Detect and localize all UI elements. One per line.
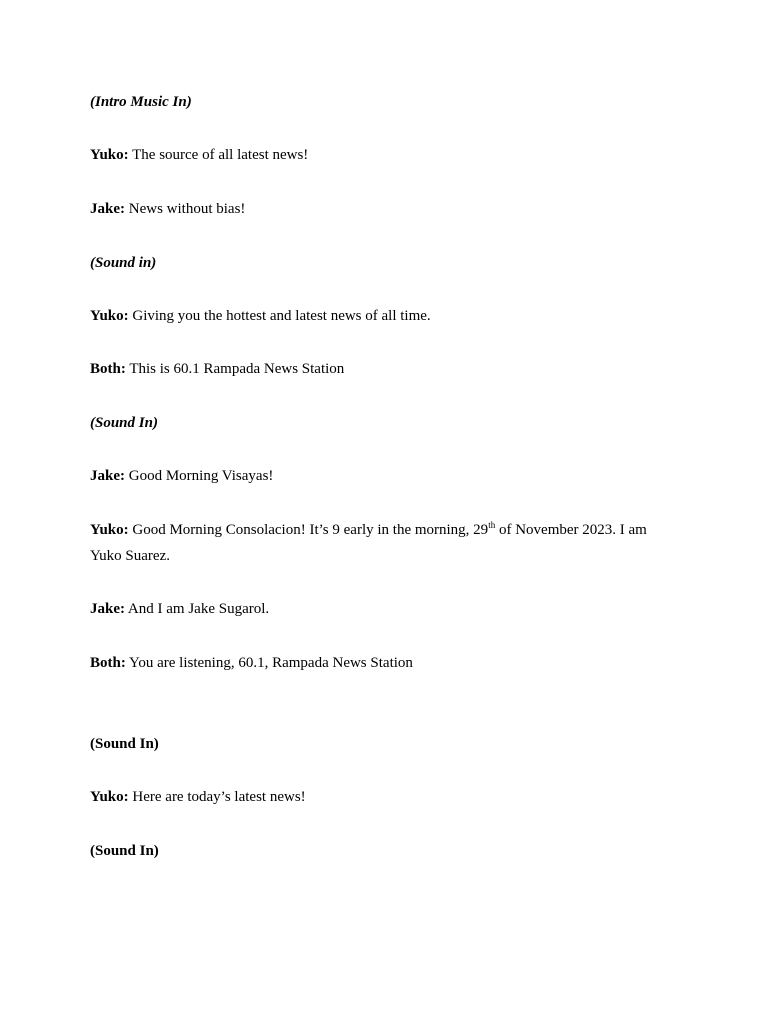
- script-line: [90, 784, 690, 810]
- sound-cue: (Sound In): [90, 736, 159, 752]
- dialogue-text: And I am Jake Sugarol.: [125, 601, 270, 617]
- dialogue-text-continued: of November 2023. I am Yuko Suarez.: [90, 522, 647, 564]
- dialogue-text: Here are today’s latest news!: [128, 789, 306, 805]
- sound-cue: (Sound in): [90, 255, 157, 271]
- script-line: [90, 303, 690, 329]
- intro-music-cue: (Intro Music In): [90, 94, 192, 110]
- dialogue-text: Good Morning Consolacion! It’s 9 early in the morning, 29: [128, 522, 489, 538]
- speaker-label: Both:: [90, 655, 126, 671]
- speaker-label: Yuko:: [90, 789, 129, 805]
- dialogue-text: The source of all latest news!: [128, 147, 309, 163]
- dialogue-text: News without bias!: [125, 201, 246, 217]
- dialogue-text: This is 60.1 Rampada News Station: [125, 361, 345, 377]
- script-line: [90, 650, 690, 676]
- sound-cue: (Sound In): [90, 843, 159, 859]
- script-line: [90, 196, 690, 222]
- dialogue-text: You are listening, 60.1, Rampada News Station: [125, 655, 413, 671]
- dialogue-text: Good Morning Visayas!: [125, 468, 274, 484]
- speaker-label: Yuko:: [90, 308, 129, 324]
- script-line: [90, 142, 690, 168]
- script-line: [90, 596, 690, 622]
- sound-cue: (Sound In): [90, 415, 158, 431]
- speaker-label: Jake:: [90, 201, 125, 217]
- speaker-label: Both:: [90, 361, 126, 377]
- speaker-label: Yuko:: [90, 522, 129, 538]
- script-line: [90, 517, 680, 569]
- speaker-label: Jake:: [90, 601, 125, 617]
- speaker-label: Yuko:: [90, 147, 129, 163]
- script-line: [90, 463, 690, 489]
- dialogue-text: Giving you the hottest and latest news of all time.: [128, 308, 431, 324]
- ordinal-superscript: th: [488, 520, 496, 530]
- speaker-label: Jake:: [90, 468, 125, 484]
- script-line: [90, 356, 690, 382]
